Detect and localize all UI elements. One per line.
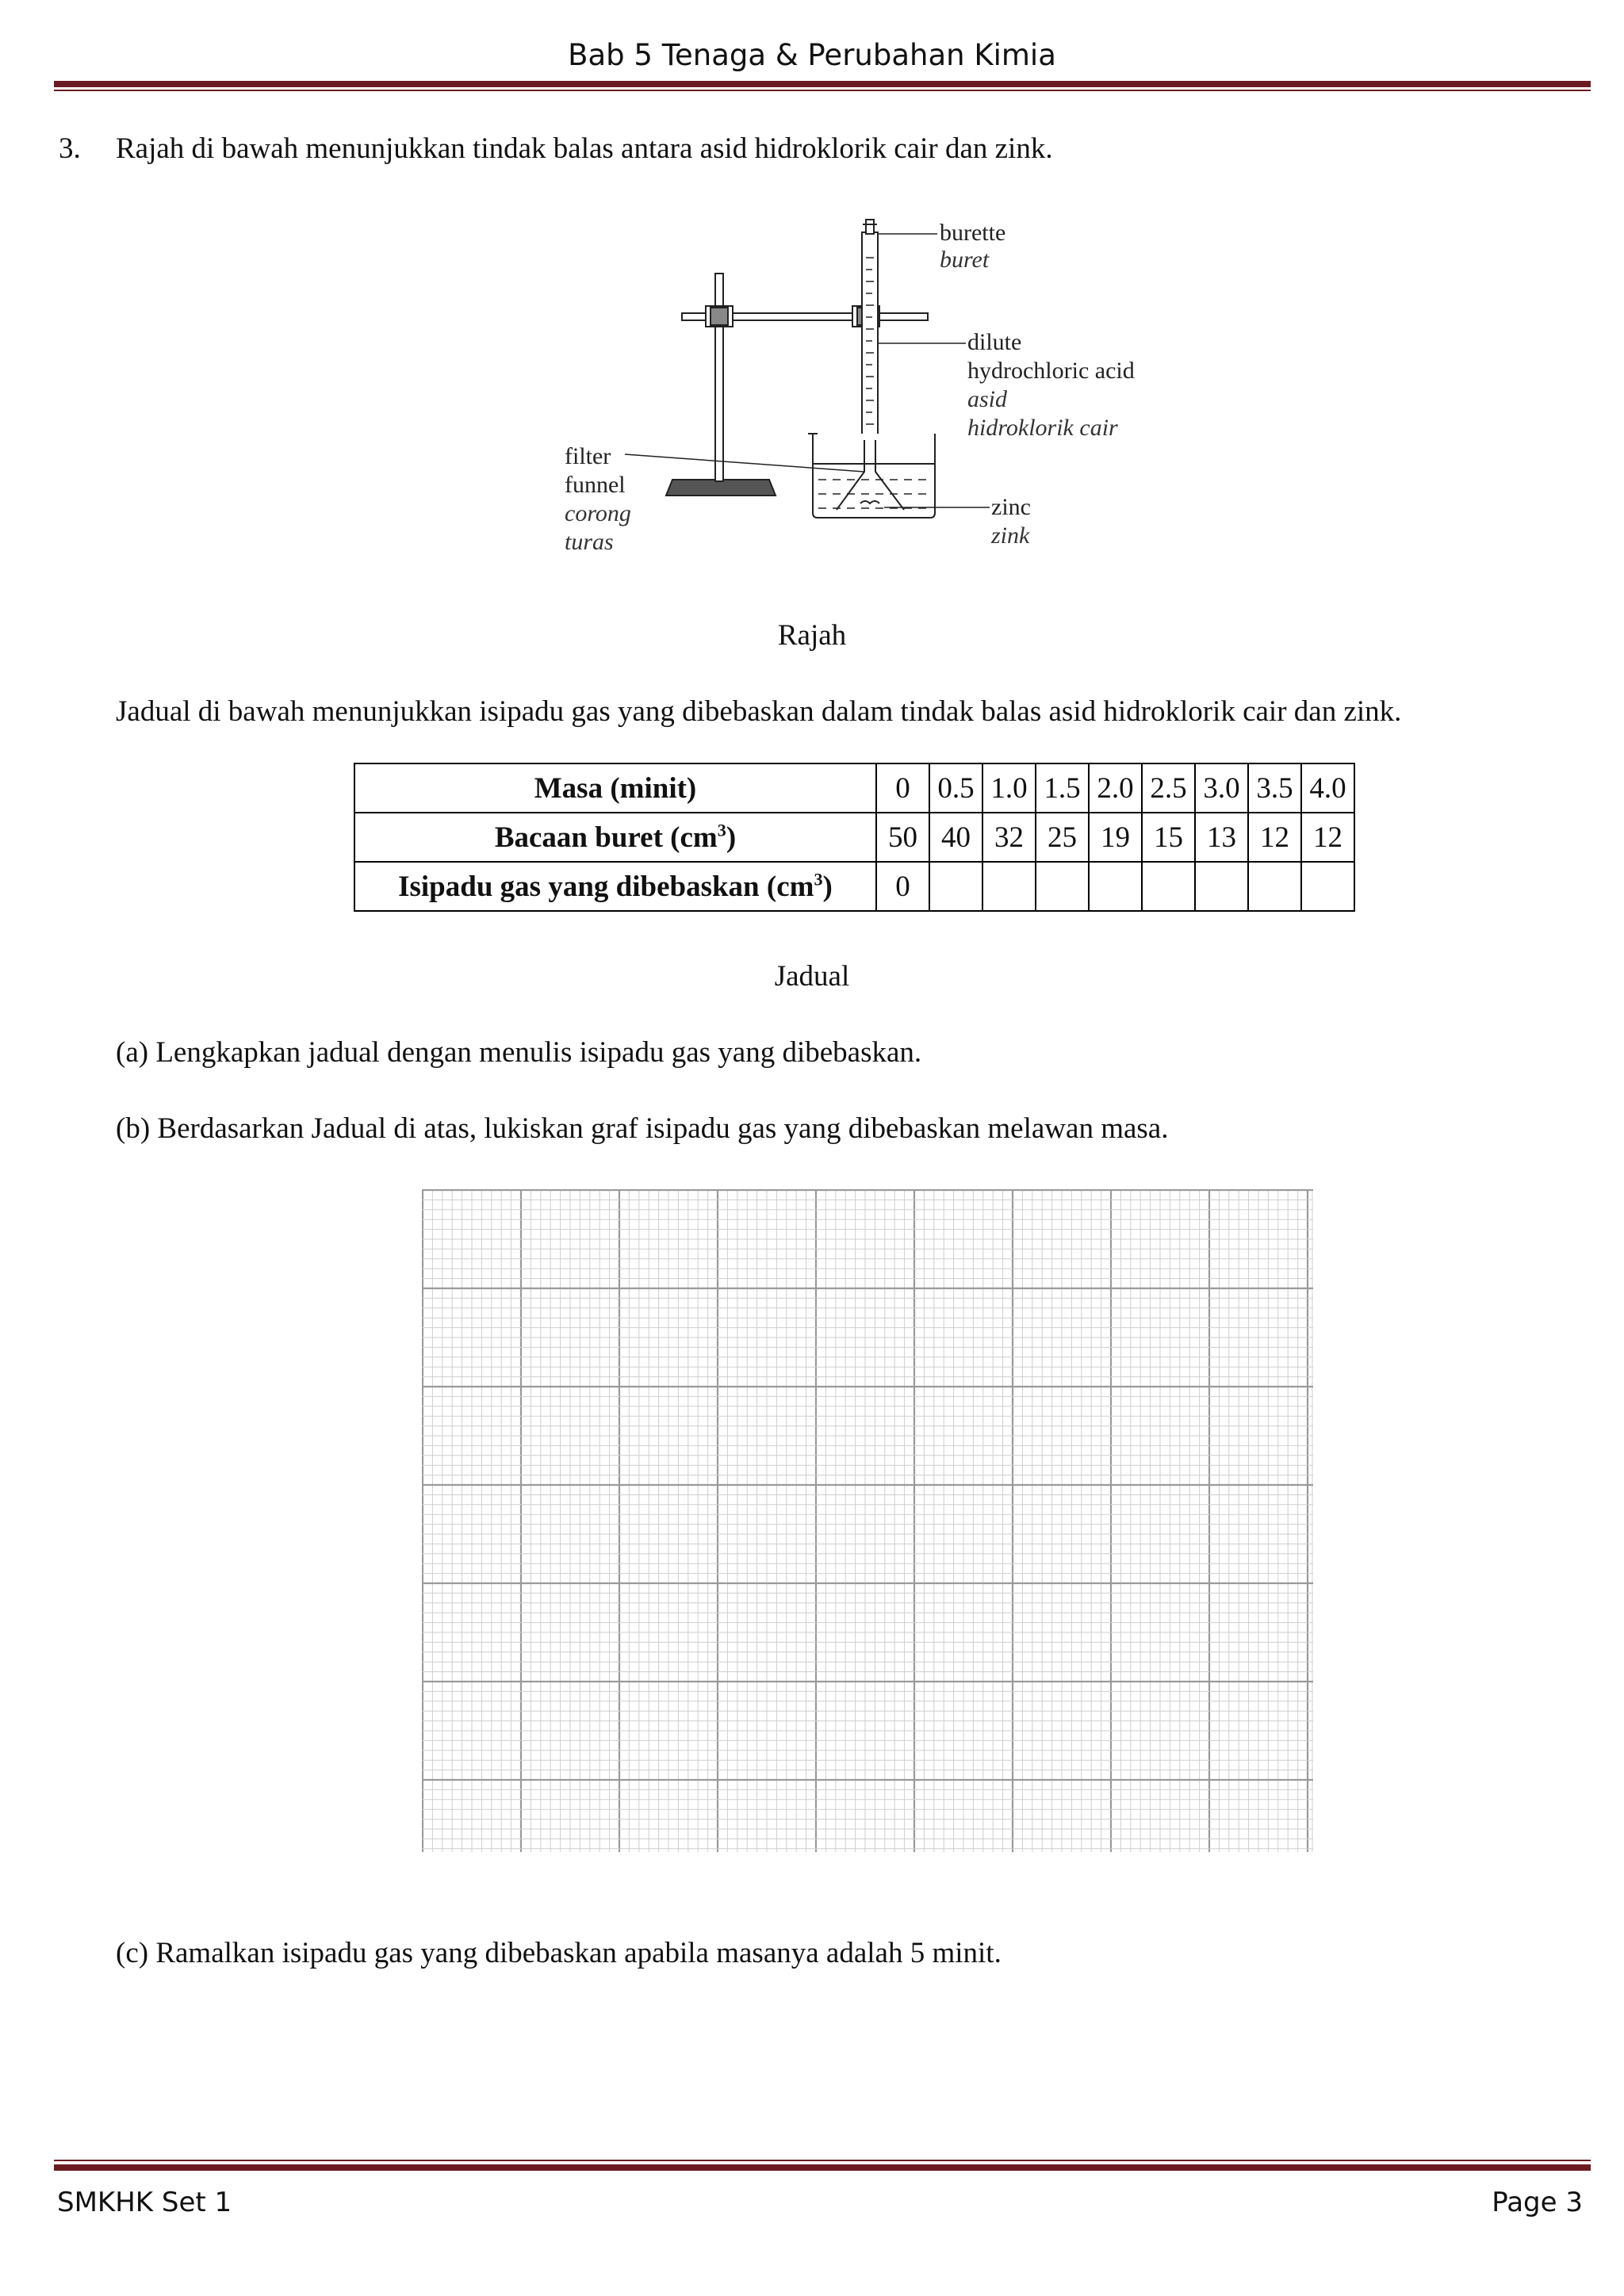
answer-cell[interactable] [929, 862, 982, 911]
label-funnel: funnel [565, 472, 626, 498]
table-cell: 4.0 [1301, 763, 1354, 813]
table-cell: 15 [1142, 813, 1195, 862]
footer-rule-thick [54, 2164, 1591, 2171]
row-label [354, 813, 876, 862]
table-cell: 2.5 [1142, 763, 1195, 813]
table-cell: 19 [1089, 813, 1142, 862]
table-row [354, 862, 1354, 911]
row-label [354, 862, 876, 911]
label-asid: asid [967, 386, 1008, 412]
table-cell: 40 [929, 813, 982, 862]
table-intro: Jadual di bawah menunjukkan isipadu gas yang dibebaskan dalam tindak balas asid hidroklorik cair dan zink. [116, 695, 1402, 728]
table-cell: 3.0 [1195, 763, 1248, 813]
apparatus-diagram [547, 202, 1182, 583]
table-cell: 13 [1195, 813, 1248, 862]
table-row [354, 813, 1354, 862]
table-cell: 1.0 [982, 763, 1036, 813]
footer-rule-thin [54, 2160, 1591, 2161]
table-cell: 12 [1301, 813, 1354, 862]
answer-cell[interactable] [1301, 862, 1354, 911]
table-cell: 2.0 [1089, 763, 1142, 813]
table-cell: 0 [876, 763, 929, 813]
beaker [813, 434, 935, 518]
table-cell: 0.5 [929, 763, 982, 813]
label-turas: turas [565, 529, 614, 555]
apparatus-drawing [547, 202, 1182, 583]
part-c-text: (c) Ramalkan isipadu gas yang dibebaskan apabila masanya adalah 5 minit. [116, 1937, 1002, 1969]
diagram-caption: Rajah [777, 619, 847, 652]
graph-paper[interactable] [422, 1189, 1313, 1852]
row-label-end: ) [822, 870, 833, 903]
table-cell: 1.5 [1036, 763, 1089, 813]
table-cell: 32 [982, 813, 1036, 862]
question-number: 3. [59, 132, 81, 165]
answer-cell[interactable] [1195, 862, 1248, 911]
row-label-text: Isipadu gas yang dibebaskan (cm [398, 870, 814, 903]
header-rule-thick [54, 81, 1591, 87]
label-burette: burette [940, 220, 1006, 246]
table-cell: 0 [876, 862, 929, 911]
stand-rod [715, 274, 723, 481]
label-zinc: zinc [991, 494, 1031, 520]
label-hydrochloric-acid: hydrochloric acid [967, 358, 1135, 384]
part-b-text: (b) Berdasarkan Jadual di atas, lukiskan graf isipadu gas yang dibebaskan melawan masa. [116, 1112, 1169, 1145]
header-rule-thin [54, 90, 1591, 91]
answer-cell[interactable] [982, 862, 1036, 911]
label-dilute: dilute [967, 329, 1022, 355]
data-table [354, 763, 1355, 912]
row-label [354, 763, 876, 813]
answer-cell[interactable] [1142, 862, 1195, 911]
row-label-end: ) [726, 821, 737, 854]
row-label-superscript: 3 [814, 869, 823, 890]
label-corong: corong [565, 500, 631, 526]
row-label-text: Bacaan buret (cm [494, 821, 718, 854]
label-filter: filter [565, 443, 611, 469]
table-cell: 12 [1248, 813, 1301, 862]
label-buret: buret [940, 247, 990, 273]
answer-cell[interactable] [1036, 862, 1089, 911]
footer-left: SMKHK Set 1 [57, 2187, 232, 2218]
table-cell: 25 [1036, 813, 1089, 862]
table-caption: Jadual [774, 960, 850, 993]
page-header-title: Bab 5 Tenaga & Perubahan Kimia [568, 38, 1056, 72]
footer-page-number: Page 3 [1492, 2187, 1583, 2218]
label-hidroklorik-cair: hidroklorik cair [967, 415, 1118, 441]
answer-cell[interactable] [1089, 862, 1142, 911]
row-label-text: Masa (minit) [534, 771, 697, 805]
table-cell: 3.5 [1248, 763, 1301, 813]
table-cell: 50 [876, 813, 929, 862]
row-label-superscript: 3 [717, 820, 726, 840]
part-a-text: (a) Lengkapkan jadual dengan menulis isipadu gas yang dibebaskan. [116, 1036, 922, 1069]
table-row [354, 763, 1354, 813]
question-intro: Rajah di bawah menunjukkan tindak balas antara asid hidroklorik cair dan zink. [116, 132, 1053, 165]
label-zink: zink [991, 522, 1030, 549]
answer-cell[interactable] [1248, 862, 1301, 911]
